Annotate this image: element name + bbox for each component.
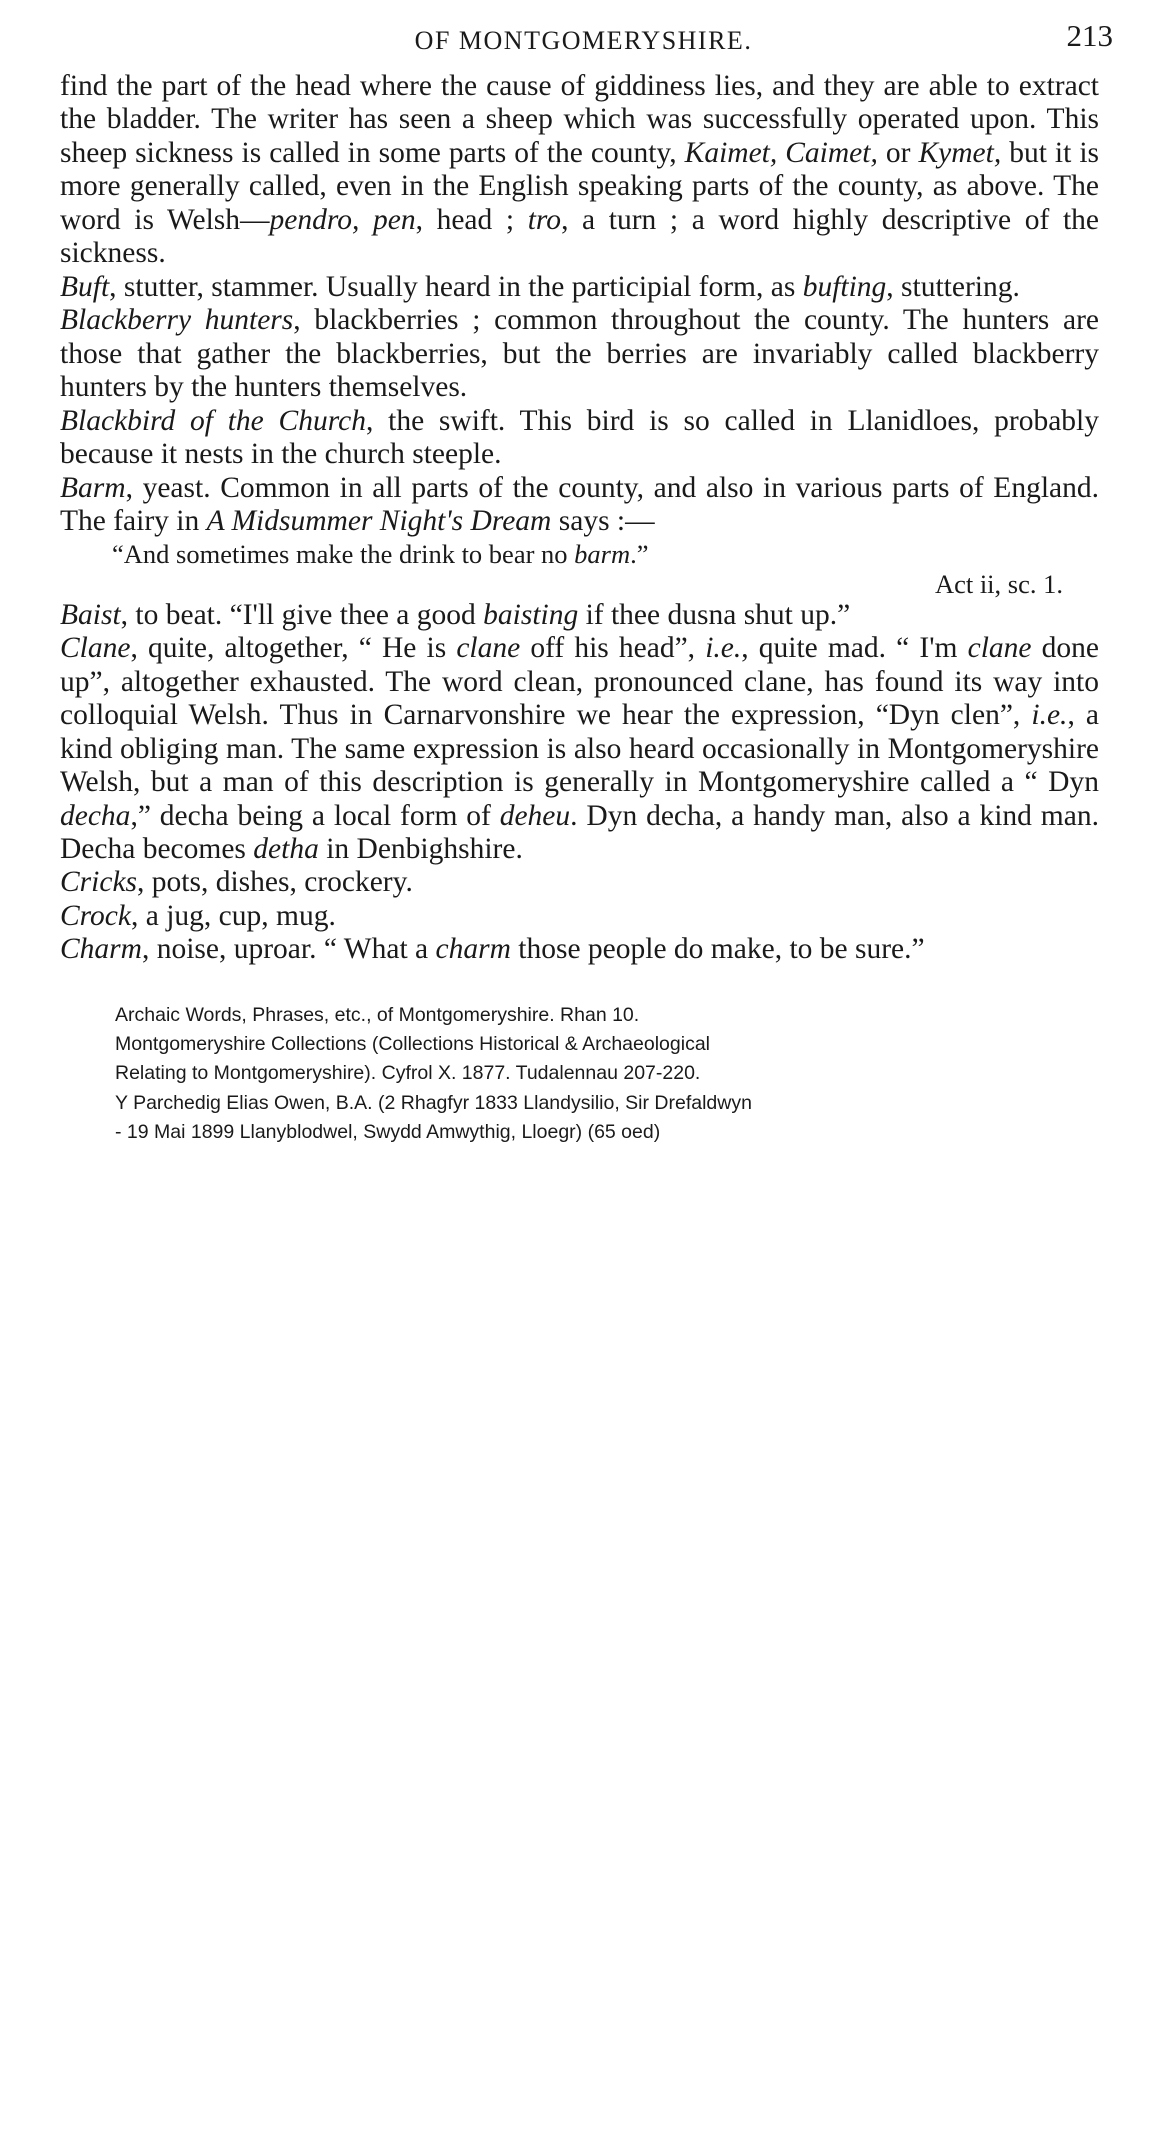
paragraph [60,271,1099,304]
text-run: , the swift. This bird is so called in Llanidloes, probably because it nests in the church steeple. [60,404,1099,471]
text-run: , a jug, cup, mug. [131,899,336,932]
italic-term: i.e. [705,632,742,665]
text-run: or [877,136,919,169]
paragraph-group-before-quote [60,70,1099,539]
paragraph [60,405,1099,472]
italic-term: charm [435,933,511,966]
text-run: , blackberries ; common throughout the county. The hunters are those that gather the blackberries, but the berries are invariably called blackberry hunters by the hunters themselves. [60,304,1099,404]
italic-term: Blackbird of the Church [60,404,366,437]
paragraph [60,304,1099,404]
text-run: , head ; [415,203,528,236]
text-run: , quite mad. “ I'm [741,632,968,665]
text-run: , yeast. Common in all parts of the county, and also in various parts of England. The fairy in [60,471,1099,538]
italic-term: detha [253,832,319,865]
italic-term: deheu [499,799,571,832]
verse-quote [60,539,1099,569]
paragraph-group-after-quote [60,599,1099,967]
text-run: off his head”, [520,632,706,665]
italic-term: clane [456,632,521,665]
caption-line: - 19 Mai 1899 Llanyblodwel, Swydd Amwythig, Lloegr) (65 oed) [115,1120,661,1143]
italic-term: bufting [802,270,887,303]
text-run: those people do make, to be sure.” [510,933,925,966]
page-number: 213 [1066,18,1113,53]
paragraph [60,933,1099,966]
italic-term: Kaimet, Caimet, [684,136,878,169]
caption-line: Montgomeryshire Collections (Collections Historical & Archaeological [115,1033,710,1056]
text-run: , pots, dishes, crockery. [137,866,413,899]
text-run: but it is more generally called, even in the English speaking parts of the county, as above. The word is Welsh— [60,136,1100,236]
italic-term: tro [527,203,562,236]
italic-term: Crock [60,899,131,932]
italic-term: Clane [60,632,131,665]
text-run: ,” decha being a local form of [130,799,500,832]
italic-term: Cricks [60,866,138,899]
text-run: . Dyn decha, a handy man, also a kind man. Decha becomes [60,799,1099,865]
quote-citation: Act ii, sc. 1. [934,568,1063,599]
verse-quote-after: .” [630,538,649,569]
text-run: , a kind obliging man. The same expression is also heard occasionally in Montgomeryshire Welsh, but a man of this description is generally in Montgomeryshire called a “ Dyn [60,699,1100,799]
verse-quote-italic: barm [574,538,631,569]
paragraph [60,70,1099,271]
italic-term: pendro, pen [269,203,416,236]
italic-term: decha [60,799,131,832]
text-run: , stutter, stammer. Usually heard in the participial form, as [109,270,803,303]
italic-term: i.e. [1031,699,1068,732]
italic-term: Kymet, [918,136,1002,169]
italic-term: Baist [60,598,121,631]
italic-term: clane [967,632,1032,665]
source-caption [0,1001,1167,1147]
text-run: in Denbighshire. [318,832,523,865]
italic-term: Charm [60,933,142,966]
caption-line: Archaic Words, Phrases, etc., of Montgomeryshire. Rhan 10. [115,1003,640,1026]
text-run: , a turn ; a word highly descriptive of the sickness. [60,203,1099,270]
italic-term: Blackberry hunters [60,304,294,337]
paragraph [60,866,1099,899]
caption-line: Y Parchedig Elias Owen, B.A. (2 Rhagfyr 1833 Llandysilio, Sir Drefaldwyn [115,1091,752,1114]
italic-term: baisting [483,598,579,631]
text-run: , noise, uproar. “ What a [141,933,436,966]
page-header [60,0,1113,70]
text-run: says :— [551,505,655,538]
italic-term: A Midsummer Night's Dream [206,505,552,538]
text-run: , stuttering. [886,270,1020,303]
text-run: done up”, altogether exhausted. The word clean, pronounced clane, has found its way into colloquial Welsh. Thus in Carnarvonshire we hear the expression, “Dyn clen”, [60,632,1099,732]
italic-term: Buft [60,270,110,303]
verse-quote-before: “And sometimes make the drink to bear no [112,538,575,569]
paragraph [60,599,1099,632]
body-text [60,70,1099,967]
paragraph [60,632,1099,866]
text-run: find the part of the head where the cause of giddiness lies, and they are able to extract the bladder. The writer has seen a sheep which was successfully operated upon. This sheep sickness is called in some parts of the county, [60,70,1099,169]
running-head-title: OF MONTGOMERYSHIRE. [414,26,753,55]
italic-term: Barm [60,471,126,504]
text-run: if thee dusna shut up.” [578,598,851,631]
caption-line: Relating to Montgomeryshire). Cyfrol X. 1877. Tudalennau 207-220. [115,1062,701,1085]
paragraph [60,472,1099,539]
text-run: , to beat. “I'll give thee a good [120,598,484,631]
paragraph [60,900,1099,933]
text-run: , quite, altogether, “ He is [130,632,457,665]
